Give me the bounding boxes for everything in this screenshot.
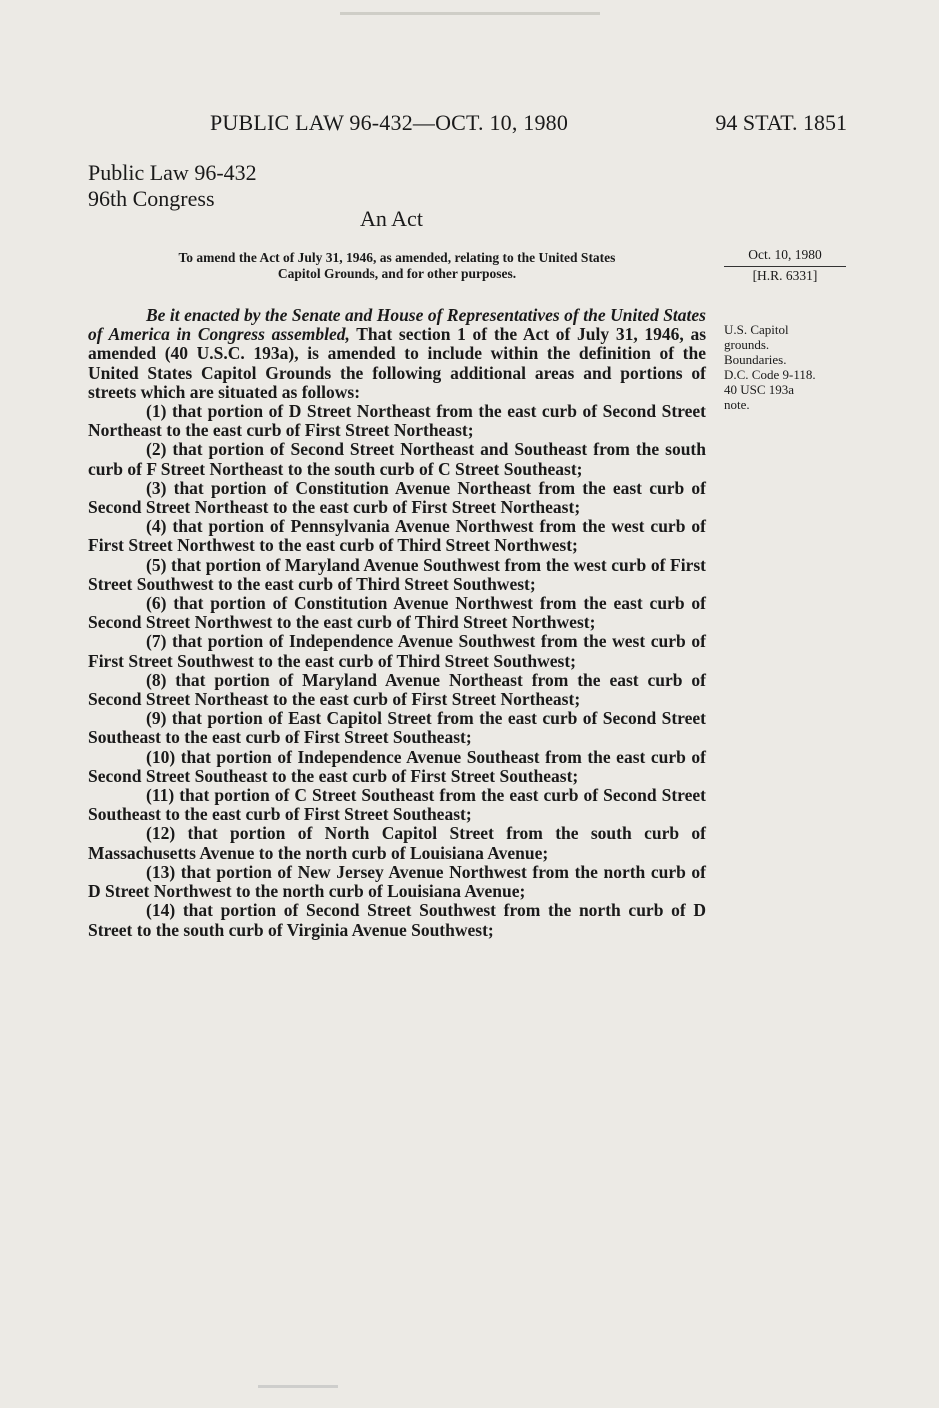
list-item: (9) that portion of East Capitol Street from the east curb of Second Street Southeast to the east curb of First Street Southeast; — [88, 708, 706, 748]
running-header: PUBLIC LAW 96-432—OCT. 10, 1980 — [210, 110, 569, 135]
enactment-date: Oct. 10, 1980 — [724, 246, 846, 267]
list-item: (1) that portion of D Street Northeast from the east curb of Second Street Northeast to the east curb of First Street Northeast; — [88, 401, 706, 441]
list-item: (7) that portion of Independence Avenue Southwest from the west curb of First Street Southwest to the east curb of Third Street Southwest; — [88, 631, 706, 671]
margin-note: note. — [724, 397, 750, 412]
enacting-clause: Be it enacted by the Senate and House of Representatives of the United States of America in Congress assembled, — [88, 305, 706, 345]
list-item: (11) that portion of C Street Southeast from the east curb of Second Street Southeast to the east curb of First Street Southeast; — [88, 785, 706, 825]
list-item: (2) that portion of Second Street Northeast and Southeast from the south curb of F Street Northeast to the south curb of C Street Southeast; — [88, 439, 706, 479]
scan-artifact — [340, 12, 600, 15]
bill-number: [H.R. 6331] — [752, 268, 818, 283]
list-item: (6) that portion of Constitution Avenue Northwest from the east curb of Second Street Northwest to the east curb of Third Street Northwest; — [88, 593, 706, 633]
act-body — [88, 306, 706, 940]
margin-notes — [724, 322, 854, 412]
purpose-line: To amend the Act of July 31, 1946, as amended, relating to the United States — [178, 250, 616, 265]
act-purpose — [88, 250, 706, 282]
congress-number: 96th Congress — [88, 186, 215, 211]
margin-note: U.S. Capitol — [724, 322, 789, 337]
list-item: (10) that portion of Independence Avenue Southeast from the east curb of Second Street Southeast to the east curb of First Street Southeast; — [88, 746, 706, 786]
margin-note: D.C. Code 9-118. — [724, 367, 816, 382]
margin-note: grounds. — [724, 337, 770, 352]
margin-note: 40 USC 193a — [724, 382, 795, 397]
margin-date-block — [724, 246, 846, 285]
list-item: (8) that portion of Maryland Avenue Northeast from the east curb of Second Street Northeast to the east curb of First Street Northeast; — [88, 669, 706, 710]
enacting-paragraph — [88, 306, 706, 402]
enacting-text: That section 1 of the Act of July 31, 1946, as amended (40 U.S.C. 193a), is amended to include within the definition of the United States Capitol Grounds the following additional areas and portions of streets which are situated as follows: — [88, 324, 707, 402]
law-identifier — [88, 160, 257, 212]
list-item: (14) that portion of Second Street Southwest from the north curb of D Street to the south curb of Virginia Avenue Southwest; — [88, 900, 706, 940]
scan-artifact — [258, 1385, 338, 1388]
list-item: (12) that portion of North Capitol Street from the south curb of Massachusetts Avenue to the north curb of Louisiana Avenue; — [88, 823, 706, 863]
statute-page-number: 94 STAT. 1851 — [715, 110, 847, 135]
list-item: (4) that portion of Pennsylvania Avenue Northwest from the west curb of First Street Northwest to the east curb of Third Street Northwest; — [88, 516, 706, 556]
margin-note: Boundaries. — [724, 352, 787, 367]
list-item: (13) that portion of New Jersey Avenue Northwest from the north curb of D Street Northwest to the north curb of Louisiana Avenue; — [88, 861, 706, 902]
act-heading: An Act — [360, 206, 423, 231]
public-law-number: Public Law 96-432 — [88, 160, 257, 185]
list-item: (5) that portion of Maryland Avenue Southwest from the west curb of First Street Southwest to the east curb of Third Street Southwest; — [88, 554, 706, 594]
list-item: (3) that portion of Constitution Avenue Northeast from the east curb of Second Street Northeast to the east curb of First Street Northeast; — [88, 477, 706, 518]
purpose-line: Capitol Grounds, and for other purposes. — [277, 266, 517, 281]
